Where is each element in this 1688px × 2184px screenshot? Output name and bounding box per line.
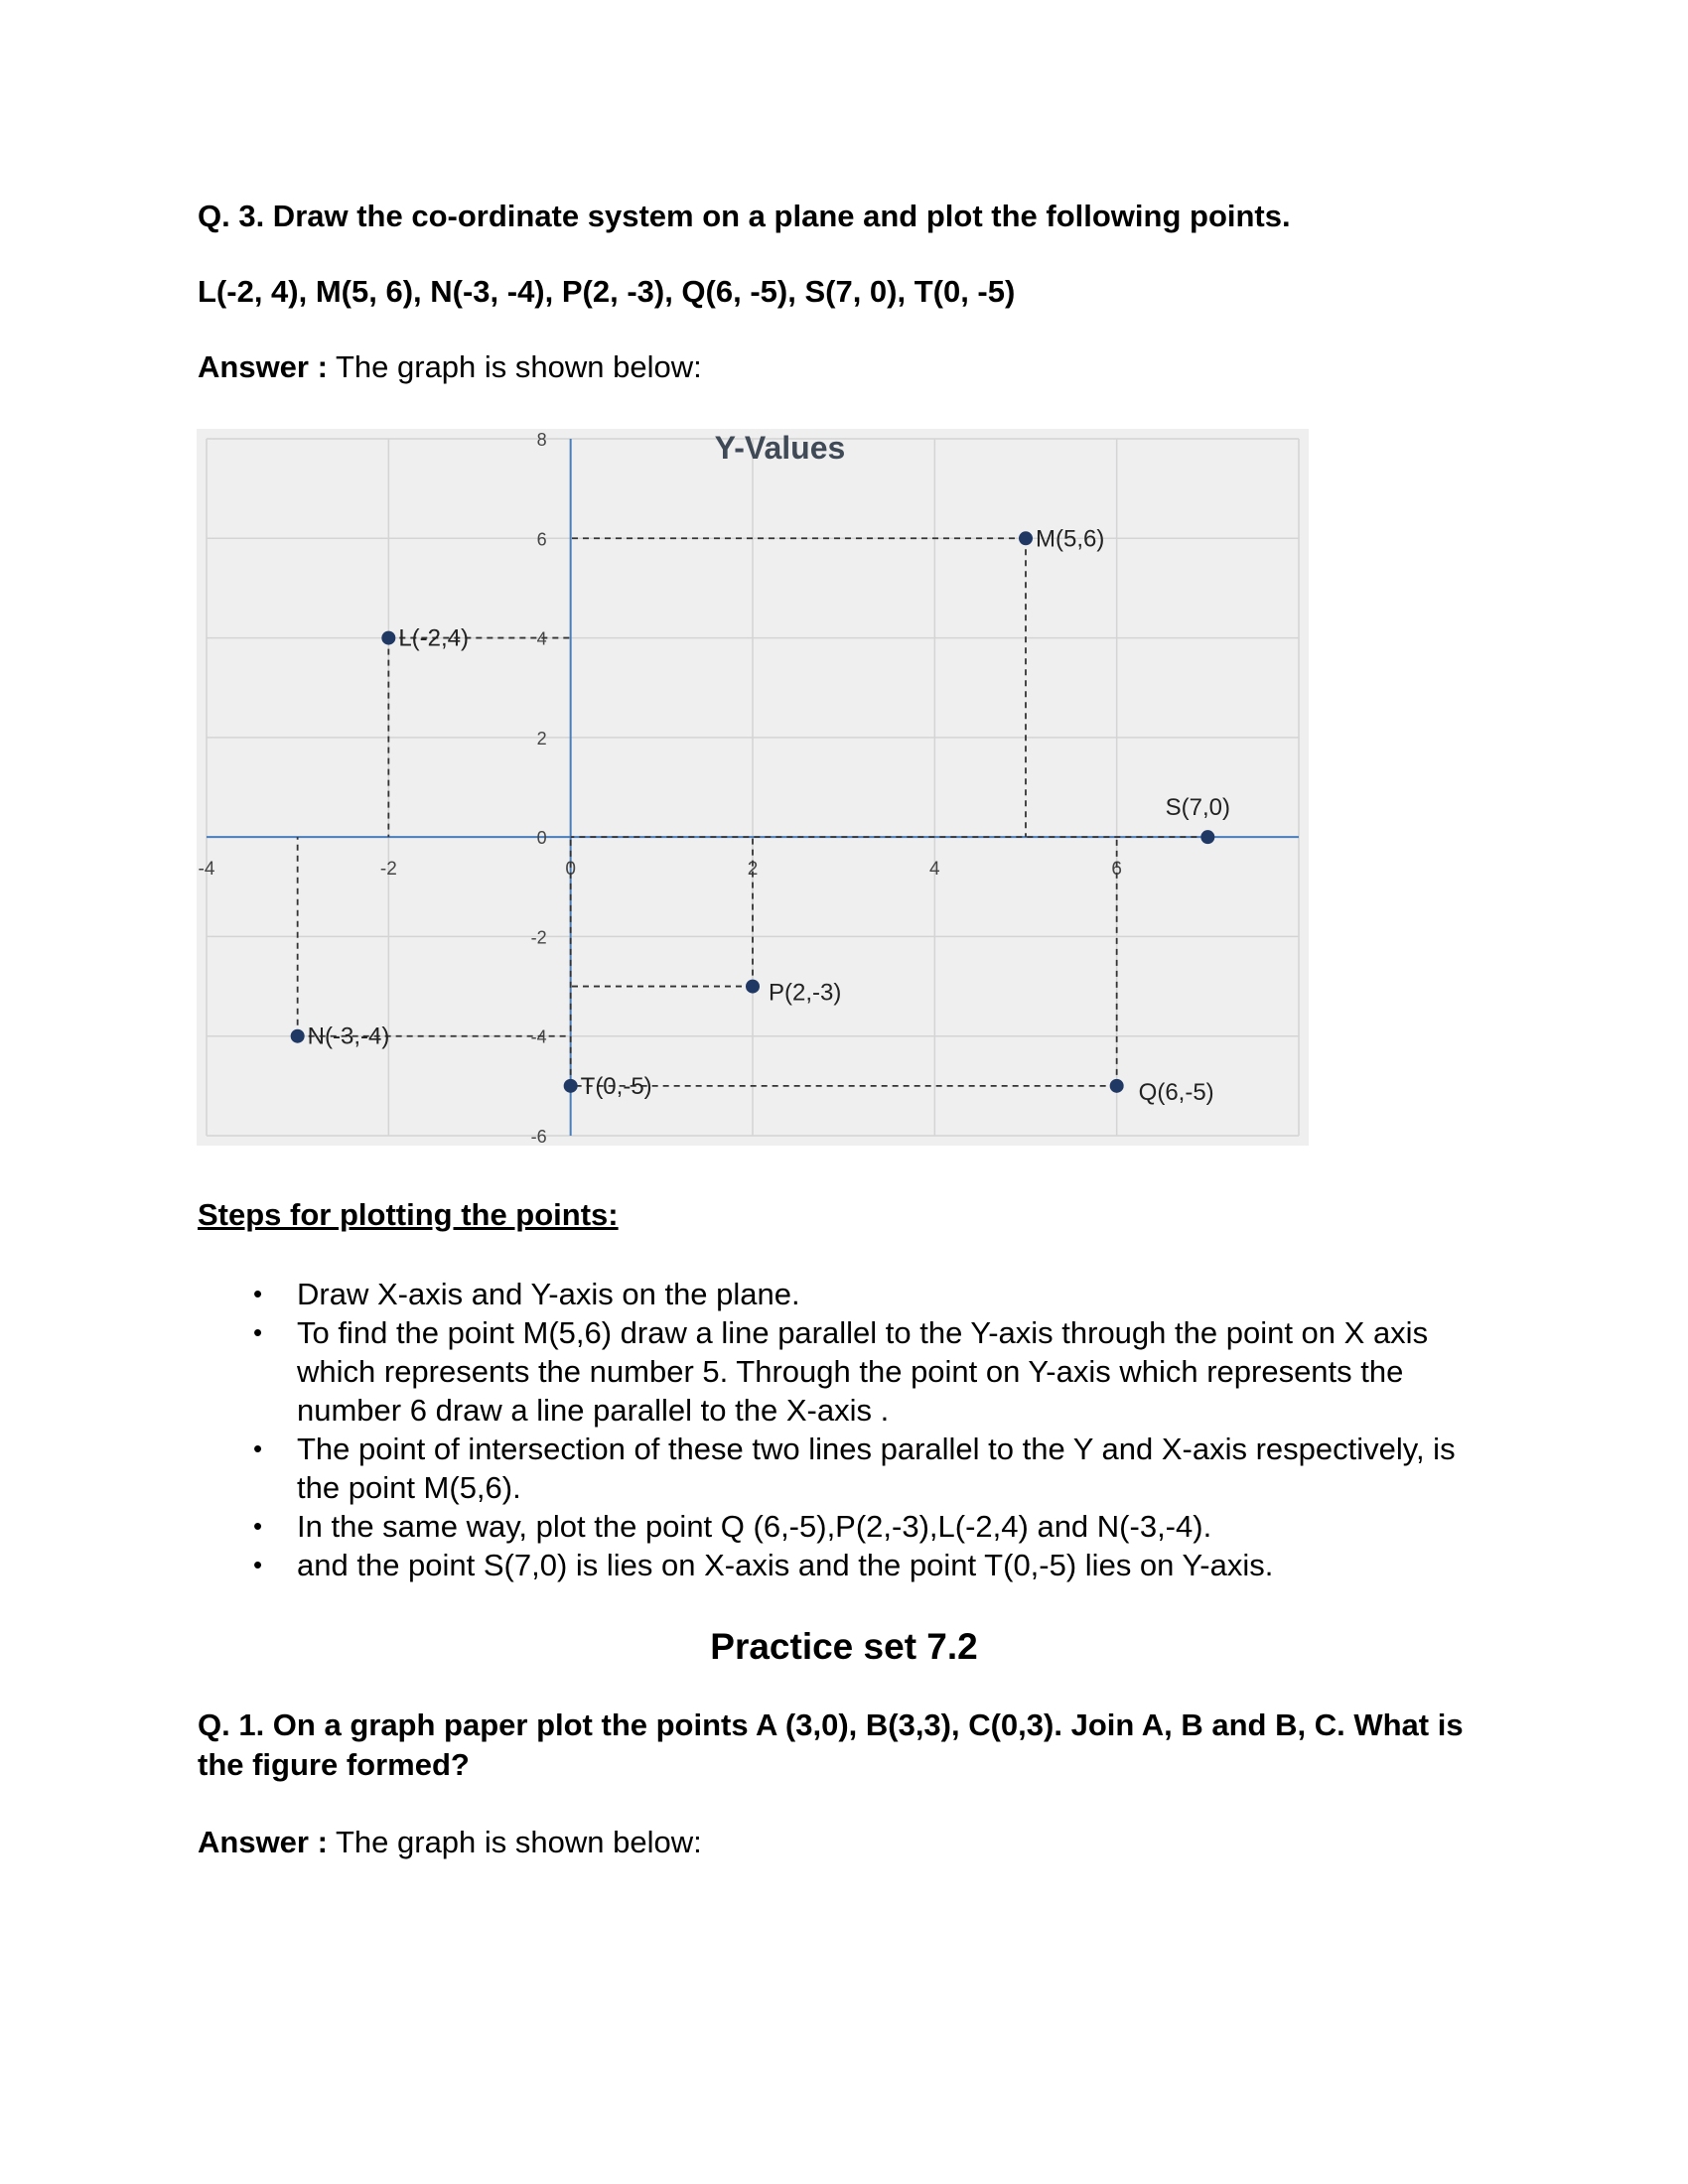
data-point <box>1019 531 1033 545</box>
bullet-icon: • <box>253 1279 263 1308</box>
data-point-label: Q(6,-5) <box>1138 1078 1214 1106</box>
y-tick-label: 6 <box>536 529 547 550</box>
x-tick-label: -4 <box>198 859 215 881</box>
x-tick-label: 4 <box>929 859 940 881</box>
data-point-label: T(0,-5) <box>580 1072 652 1100</box>
data-point <box>1200 830 1214 844</box>
y-tick-label: 4 <box>536 628 547 649</box>
question-1-answer <box>198 1823 702 1862</box>
data-point-label: N(-3,-4) <box>307 1023 390 1050</box>
step-item <box>253 1507 1484 1546</box>
data-point <box>564 1079 578 1093</box>
step-item <box>253 1313 1484 1430</box>
data-point-label: L(-2,4) <box>398 624 470 652</box>
data-point-label: S(7,0) <box>1165 794 1231 822</box>
y-tick-label: 2 <box>536 728 547 749</box>
coordinate-chart <box>197 429 1309 1146</box>
step-item <box>253 1275 1484 1313</box>
x-tick-label: -2 <box>379 859 397 881</box>
answer-label: Answer : <box>198 1825 328 1859</box>
y-tick-label: -4 <box>530 1026 547 1047</box>
y-tick-label: 8 <box>536 430 547 450</box>
step-text: and the point S(7,0) is lies on X-axis and the point T(0,-5) lies on Y-axis. <box>297 1548 1274 1582</box>
data-point-label: P(2,-3) <box>769 979 842 1007</box>
step-item <box>253 1546 1484 1584</box>
data-point <box>1110 1079 1124 1093</box>
answer-text: The graph is shown below: <box>327 1825 702 1859</box>
practice-set-title: Practice set 7.2 <box>710 1626 978 1667</box>
bullet-icon: • <box>253 1433 263 1463</box>
data-point <box>381 631 395 645</box>
y-tick-label: -6 <box>530 1127 547 1146</box>
step-text: The point of intersection of these two lines parallel to the Y and X-axis respectively, is the point M(5,6). <box>297 1432 1456 1505</box>
question-3-answer <box>198 347 702 387</box>
question-3-points: L(-2, 4), M(5, 6), N(-3, -4), P(2, -3), Q(6, -5), S(7, 0), T(0, -5) <box>198 274 1016 309</box>
chart-svg <box>197 429 1309 1146</box>
y-tick-label: -2 <box>530 927 547 948</box>
data-point <box>746 980 760 994</box>
answer-text: The graph is shown below: <box>327 349 702 384</box>
question-3-title: Q. 3. Draw the co-ordinate system on a plane and plot the following points. <box>198 199 1291 233</box>
data-point <box>291 1029 305 1043</box>
steps-list <box>253 1275 1484 1584</box>
step-item <box>253 1430 1484 1507</box>
chart-title: Y-Values <box>714 430 846 466</box>
bullet-icon: • <box>253 1511 263 1541</box>
bullet-icon: • <box>253 1317 263 1347</box>
x-tick-label: 6 <box>1111 859 1122 881</box>
data-point-label: M(5,6) <box>1036 525 1105 553</box>
y-tick-label: 0 <box>536 828 547 849</box>
steps-heading: Steps for plotting the points: <box>198 1197 619 1232</box>
step-text: In the same way, plot the point Q (6,-5),P(2,-3),L(-2,4) and N(-3,-4). <box>297 1509 1212 1544</box>
question-1-title: Q. 1. On a graph paper plot the points A (3,0), B(3,3), C(0,3). Join A, B and B, C. What is the figure formed? <box>198 1707 1464 1782</box>
step-text: To find the point M(5,6) draw a line parallel to the Y-axis through the point on X axis which represents the number 5. Through the point on Y-axis which represents the number 6 draw a line parallel to the X-axis . <box>297 1315 1429 1428</box>
bullet-icon: • <box>253 1550 263 1579</box>
x-tick-label: 0 <box>565 859 576 881</box>
x-tick-label: 2 <box>747 859 759 881</box>
answer-label: Answer : <box>198 349 328 384</box>
step-text: Draw X-axis and Y-axis on the plane. <box>297 1277 800 1311</box>
